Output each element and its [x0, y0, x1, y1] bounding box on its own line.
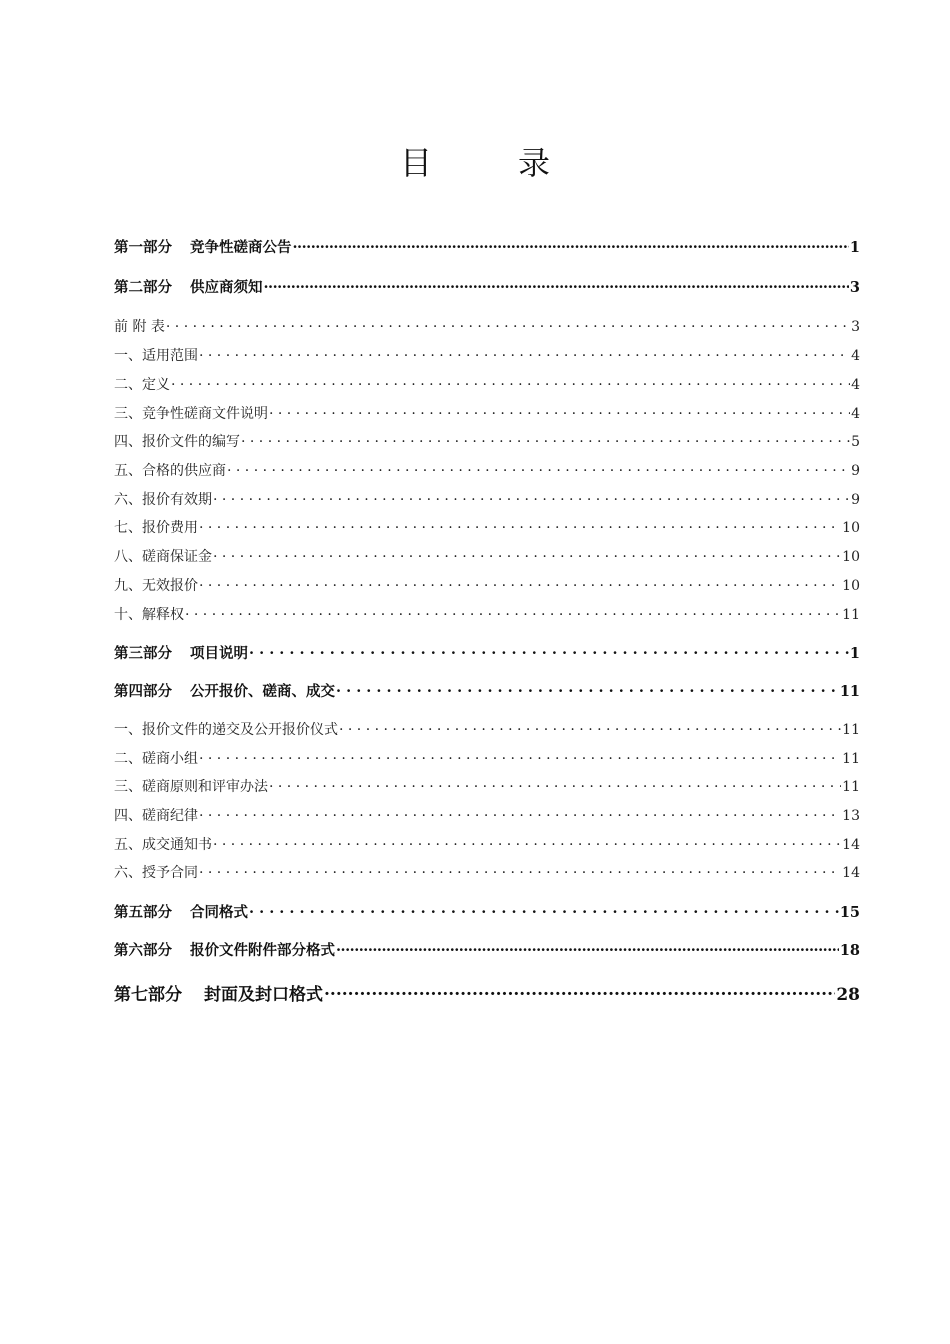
dot-leader — [339, 720, 841, 734]
toc-section-entry[interactable] — [114, 575, 860, 595]
toc-entry-label — [114, 642, 248, 663]
dot-leader — [166, 317, 850, 331]
toc-section-entry[interactable] — [114, 546, 860, 566]
toc-part-number: 第五部分 — [114, 904, 172, 921]
toc-section-entry[interactable] — [114, 460, 860, 480]
toc-page-number: 11 — [839, 683, 860, 700]
toc-section-entry[interactable] — [114, 374, 860, 394]
toc-entry-label — [114, 980, 323, 1005]
toc-entry-label: 前 附 表 — [114, 319, 165, 335]
toc-title — [0, 138, 950, 184]
toc-page-number: 14 — [842, 837, 860, 853]
dot-leader — [213, 490, 850, 504]
toc-entry-label: 六、授予合同 — [114, 865, 198, 881]
toc-entry-label: 十、解释权 — [114, 607, 184, 623]
dot-leader — [199, 576, 841, 590]
toc-part-entry[interactable] — [114, 236, 860, 257]
toc-page-number: 11 — [842, 607, 860, 623]
toc-page-number: 3 — [849, 279, 860, 296]
dot-leader — [185, 605, 841, 619]
toc-part-entry[interactable] — [114, 980, 860, 1005]
toc-entry-label: 九、无效报价 — [114, 578, 198, 594]
toc-entry-label: 三、磋商原则和评审办法 — [114, 779, 268, 795]
dot-leader — [269, 404, 850, 418]
toc-part-title: 项目说明 — [190, 645, 248, 662]
toc-entry-label: 五、合格的供应商 — [114, 463, 226, 479]
toc-section-entry[interactable] — [114, 604, 860, 624]
dot-leader — [249, 903, 839, 918]
dot-leader — [199, 863, 841, 877]
dot-leader — [293, 238, 849, 253]
toc-page-number: 18 — [839, 942, 860, 959]
toc-entry-label: 四、磋商纪律 — [114, 808, 198, 824]
dot-leader — [227, 461, 850, 475]
toc-part-entry[interactable] — [114, 901, 860, 922]
toc-page-number: 11 — [842, 722, 860, 738]
toc-entry-label — [114, 901, 248, 922]
dot-leader — [171, 375, 850, 389]
dot-leader — [336, 941, 839, 956]
toc-section-entry[interactable] — [114, 345, 860, 365]
toc-part-number: 第七部分 — [114, 985, 182, 1005]
dot-leader — [199, 518, 841, 532]
toc-page-number: 14 — [842, 865, 860, 881]
toc-part-title: 报价文件附件部分格式 — [190, 942, 335, 959]
toc-page-number: 28 — [836, 985, 860, 1005]
dot-leader — [269, 777, 841, 791]
toc-section-entry[interactable] — [114, 403, 860, 423]
toc-part-title: 竞争性磋商公告 — [190, 239, 292, 256]
toc-entry-label: 六、报价有效期 — [114, 492, 212, 508]
toc-page-number: 1 — [849, 239, 860, 256]
toc-entry-label — [114, 276, 263, 297]
toc-page-number: 11 — [842, 751, 860, 767]
toc-entry-label — [114, 680, 335, 701]
toc-part-number: 第三部分 — [114, 645, 172, 662]
toc-page-number: 10 — [842, 578, 860, 594]
toc-part-number: 第四部分 — [114, 683, 172, 700]
toc-part-number: 第二部分 — [114, 279, 172, 296]
toc-part-number: 第六部分 — [114, 942, 172, 959]
toc-entry-label: 七、报价费用 — [114, 520, 198, 536]
toc-part-entry[interactable] — [114, 680, 860, 701]
toc-part-title: 封面及封口格式 — [204, 985, 323, 1005]
dot-leader — [199, 749, 841, 763]
dot-leader — [241, 432, 850, 446]
toc-page-number: 10 — [842, 549, 860, 565]
toc-page-number: 1 — [849, 645, 860, 662]
toc-section-entry[interactable] — [114, 489, 860, 509]
toc-title-right: 录 — [518, 144, 551, 182]
toc-section-entry[interactable] — [114, 805, 860, 825]
toc-entry-label — [114, 236, 292, 257]
toc-page-number: 13 — [842, 808, 860, 824]
toc-entry-label: 一、适用范围 — [114, 348, 198, 364]
toc-part-entry[interactable] — [114, 939, 860, 960]
toc-page-number: 4 — [851, 377, 860, 393]
toc-page-number: 3 — [851, 319, 860, 335]
toc-page-number: 11 — [842, 779, 860, 795]
toc-page-number: 10 — [842, 520, 860, 536]
dot-leader — [249, 644, 849, 659]
dot-leader — [264, 278, 849, 293]
toc-page-number: 4 — [851, 348, 860, 364]
toc-part-entry[interactable] — [114, 276, 860, 297]
toc-entry-label: 五、成交通知书 — [114, 837, 212, 853]
toc-part-title: 公开报价、磋商、成交 — [190, 683, 335, 700]
toc-part-entry[interactable] — [114, 642, 860, 663]
toc-title-left: 目 — [399, 144, 432, 182]
dot-leader — [199, 806, 841, 820]
toc-section-entry[interactable] — [114, 834, 860, 854]
toc-entry-label: 一、报价文件的递交及公开报价仪式 — [114, 722, 338, 738]
toc-section-entry[interactable] — [114, 776, 860, 796]
toc-entry-label: 二、磋商小组 — [114, 751, 198, 767]
toc-entry-label: 三、竞争性磋商文件说明 — [114, 406, 268, 422]
toc-entry-label — [114, 939, 335, 960]
toc-page-number: 15 — [839, 904, 860, 921]
toc-section-entry[interactable] — [114, 431, 860, 451]
toc-section-entry[interactable] — [114, 748, 860, 768]
dot-leader — [324, 983, 835, 1000]
toc-section-entry[interactable] — [114, 517, 860, 537]
toc-section-entry[interactable] — [114, 316, 860, 336]
toc-section-entry[interactable] — [114, 719, 860, 739]
toc-page-number: 5 — [851, 434, 860, 450]
dot-leader — [336, 682, 839, 697]
dot-leader — [199, 346, 850, 360]
toc-part-title: 供应商须知 — [190, 279, 263, 296]
toc-entry-label: 二、定义 — [114, 377, 170, 393]
toc-part-title: 合同格式 — [190, 904, 248, 921]
dot-leader — [213, 835, 841, 849]
toc-page-number: 9 — [851, 492, 860, 508]
toc-entry-label: 四、报价文件的编写 — [114, 434, 240, 450]
toc-part-number: 第一部分 — [114, 239, 172, 256]
toc-page-number: 4 — [851, 406, 860, 422]
toc-page-number: 9 — [851, 463, 860, 479]
toc-section-entry[interactable] — [114, 862, 860, 882]
toc-entry-label: 八、磋商保证金 — [114, 549, 212, 565]
dot-leader — [213, 547, 841, 561]
